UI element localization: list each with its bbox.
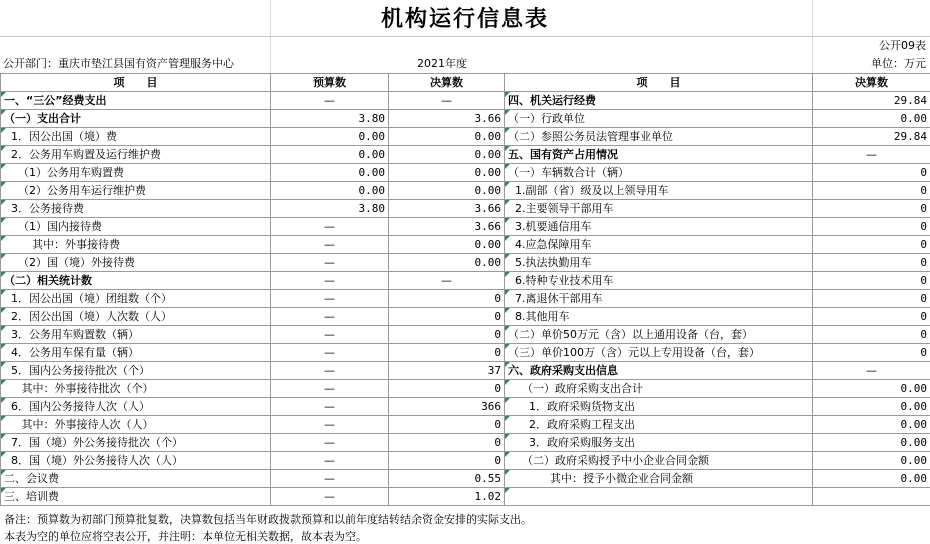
right-final-value: 0 (813, 290, 930, 308)
left-item-label: 7．国（境）外公务接待批次（个） (1, 434, 271, 452)
right-item-label: 2.主要领导干部用车 (505, 200, 813, 218)
left-final-value: — (389, 272, 505, 290)
right-item-label: 1.副部（省）级及以上领导用车 (505, 182, 813, 200)
left-item-label: （2）国（境）外接待费 (1, 254, 271, 272)
table-row (1, 236, 930, 254)
table-row (1, 398, 930, 416)
right-final-value: 0 (813, 254, 930, 272)
left-item-label: 1．因公出国（境）费 (1, 128, 271, 146)
left-item-label: 其中：外事接待费 (1, 236, 271, 254)
header-final: 决算数 (389, 74, 505, 92)
left-final-value: 3.66 (389, 110, 505, 128)
right-item-label (505, 488, 813, 506)
table-row (1, 488, 930, 506)
table-row (1, 110, 930, 128)
right-final-value: 0 (813, 218, 930, 236)
left-budget-value: — (271, 92, 389, 110)
left-budget-value: — (271, 218, 389, 236)
page-title: 机构运行信息表 (380, 7, 549, 32)
table-row (1, 164, 930, 182)
left-budget-value: 0.00 (271, 146, 389, 164)
right-final-value: 0 (813, 326, 930, 344)
left-final-value: 366 (389, 398, 505, 416)
left-final-value: — (389, 92, 505, 110)
right-final-value: — (813, 362, 930, 380)
left-final-value: 0 (389, 290, 505, 308)
left-budget-value: 3.80 (271, 200, 389, 218)
right-item-label: （一）政府采购支出合计 (505, 380, 813, 398)
left-final-value: 0 (389, 380, 505, 398)
right-final-value: 29.84 (813, 92, 930, 110)
left-budget-value: — (271, 236, 389, 254)
left-item-label: （1）国内接待费 (1, 218, 271, 236)
title-row (0, 0, 930, 37)
unit-label: 单位：万元 (871, 57, 926, 70)
left-item-label: 1．因公出国（境）团组数（个） (1, 290, 271, 308)
right-item-label: 其中：授予小微企业合同金额 (505, 470, 813, 488)
table-row (1, 128, 930, 146)
right-final-value: 0 (813, 272, 930, 290)
left-final-value: 0.00 (389, 164, 505, 182)
right-item-label: 五、国有资产占用情况 (505, 146, 813, 164)
left-budget-value: — (271, 380, 389, 398)
left-budget-value: — (271, 308, 389, 326)
right-item-label: 2．政府采购工程支出 (505, 416, 813, 434)
left-final-value: 0 (389, 452, 505, 470)
table-row (1, 254, 930, 272)
info-table (0, 73, 930, 506)
year-label: 2021年度 (417, 57, 467, 70)
left-budget-value: 0.00 (271, 128, 389, 146)
left-item-label: （2）公务用车运行维护费 (1, 182, 271, 200)
left-budget-value: 3.80 (271, 110, 389, 128)
right-item-label: 5.执法执勤用车 (505, 254, 813, 272)
left-final-value: 0 (389, 416, 505, 434)
left-item-label: 8．国（境）外公务接待人次（人） (1, 452, 271, 470)
note-remark: 备注：预算数为初部门预算批复数，决算数包括当年财政拨款预算和以前年度结转结余资金安排的实际支出。 (4, 513, 532, 526)
left-item-label: （二）相关统计数 (1, 272, 271, 290)
right-final-value: 0.00 (813, 380, 930, 398)
left-item-label: 其中：外事接待批次（个） (1, 380, 271, 398)
header-budget: 预算数 (271, 74, 389, 92)
left-final-value: 0.00 (389, 236, 505, 254)
table-row (1, 470, 930, 488)
left-item-label: 4．公务用车保有量（辆） (1, 344, 271, 362)
header-item: 项 目 (1, 74, 271, 92)
left-item-label: 二、会议费 (1, 470, 271, 488)
left-budget-value: — (271, 290, 389, 308)
right-item-label: 7.离退休干部用车 (505, 290, 813, 308)
left-final-value: 0 (389, 344, 505, 362)
table-row (1, 218, 930, 236)
right-item-label: 六、政府采购支出信息 (505, 362, 813, 380)
table-row (1, 272, 930, 290)
left-final-value: 0.00 (389, 182, 505, 200)
table-row (1, 290, 930, 308)
left-final-value: 0.00 (389, 128, 505, 146)
left-budget-value: 0.00 (271, 182, 389, 200)
left-budget-value: — (271, 344, 389, 362)
right-final-value: — (813, 146, 930, 164)
left-budget-value: — (271, 452, 389, 470)
left-final-value: 0 (389, 326, 505, 344)
right-item-label: （二）参照公务员法管理事业单位 (505, 128, 813, 146)
left-final-value: 0.00 (389, 254, 505, 272)
right-final-value: 0.00 (813, 452, 930, 470)
right-final-value: 0 (813, 308, 930, 326)
left-budget-value: 0.00 (271, 164, 389, 182)
right-final-value: 0 (813, 344, 930, 362)
table-row (1, 452, 930, 470)
left-budget-value: — (271, 470, 389, 488)
left-budget-value: — (271, 416, 389, 434)
right-final-value: 0 (813, 200, 930, 218)
right-final-value: 0 (813, 164, 930, 182)
left-budget-value: — (271, 272, 389, 290)
left-budget-value: — (271, 326, 389, 344)
left-item-label: （一）支出合计 (1, 110, 271, 128)
left-final-value: 0 (389, 434, 505, 452)
right-item-label: 1．政府采购货物支出 (505, 398, 813, 416)
left-budget-value: — (271, 362, 389, 380)
left-final-value: 37 (389, 362, 505, 380)
right-final-value: 0.00 (813, 398, 930, 416)
table-row (1, 380, 930, 398)
header-item-right: 项 目 (505, 74, 813, 92)
left-item-label: 2．因公出国（境）人次数（人） (1, 308, 271, 326)
right-item-label: （二）单价50万元（含）以上通用设备（台，套） (505, 326, 813, 344)
right-item-label: 6.特种专业技术用车 (505, 272, 813, 290)
left-item-label: 3．公务用车购置数（辆） (1, 326, 271, 344)
table-row (1, 308, 930, 326)
table-row (1, 146, 930, 164)
left-budget-value: — (271, 434, 389, 452)
left-final-value: 3.66 (389, 218, 505, 236)
header-row (1, 74, 930, 92)
right-item-label: 4.应急保障用车 (505, 236, 813, 254)
right-item-label: 四、机关运行经费 (505, 92, 813, 110)
department-label: 公开部门：重庆市垫江县国有资产管理服务中心 (3, 57, 234, 70)
table-row (1, 92, 930, 110)
table-row (1, 344, 930, 362)
left-final-value: 0.55 (389, 470, 505, 488)
right-item-label: （一）行政单位 (505, 110, 813, 128)
table-row (1, 182, 930, 200)
table-row (1, 362, 930, 380)
left-item-label: 一、“三公”经费支出 (1, 92, 271, 110)
table-row (1, 434, 930, 452)
left-final-value: 1.02 (389, 488, 505, 506)
right-item-label: 3.机要通信用车 (505, 218, 813, 236)
left-final-value: 3.66 (389, 200, 505, 218)
right-final-value: 0.00 (813, 434, 930, 452)
left-item-label: 3．公务接待费 (1, 200, 271, 218)
right-item-label: 3．政府采购服务支出 (505, 434, 813, 452)
left-budget-value: — (271, 398, 389, 416)
right-final-value: 0 (813, 236, 930, 254)
left-item-label: 6．国内公务接待人次（人） (1, 398, 271, 416)
right-final-value: 0.00 (813, 470, 930, 488)
right-item-label: （三）单价100万（含）元以上专用设备（台，套） (505, 344, 813, 362)
left-item-label: （1）公务用车购置费 (1, 164, 271, 182)
header-final-right: 决算数 (813, 74, 930, 92)
left-item-label: 三、培训费 (1, 488, 271, 506)
table-row (1, 416, 930, 434)
table-row (1, 326, 930, 344)
left-budget-value: — (271, 254, 389, 272)
left-item-label: 其中：外事接待人次（人） (1, 416, 271, 434)
right-item-label: 8.其他用车 (505, 308, 813, 326)
form-number: 公开09表 (879, 39, 926, 52)
left-item-label: 5．国内公务接待批次（个） (1, 362, 271, 380)
left-item-label: 2．公务用车购置及运行维护费 (1, 146, 271, 164)
left-final-value: 0 (389, 308, 505, 326)
note-empty-table: 本表为空的单位应将空表公开，并注明：本单位无相关数据，故本表为空。 (4, 530, 367, 543)
right-final-value: 0 (813, 182, 930, 200)
right-final-value: 0.00 (813, 416, 930, 434)
table-row (1, 200, 930, 218)
right-final-value (813, 488, 930, 506)
left-final-value: 0.00 (389, 146, 505, 164)
left-budget-value: — (271, 488, 389, 506)
right-final-value: 29.84 (813, 128, 930, 146)
right-item-label: （一）车辆数合计（辆） (505, 164, 813, 182)
right-final-value: 0.00 (813, 110, 930, 128)
right-item-label: （二）政府采购授予中小企业合同金额 (505, 452, 813, 470)
